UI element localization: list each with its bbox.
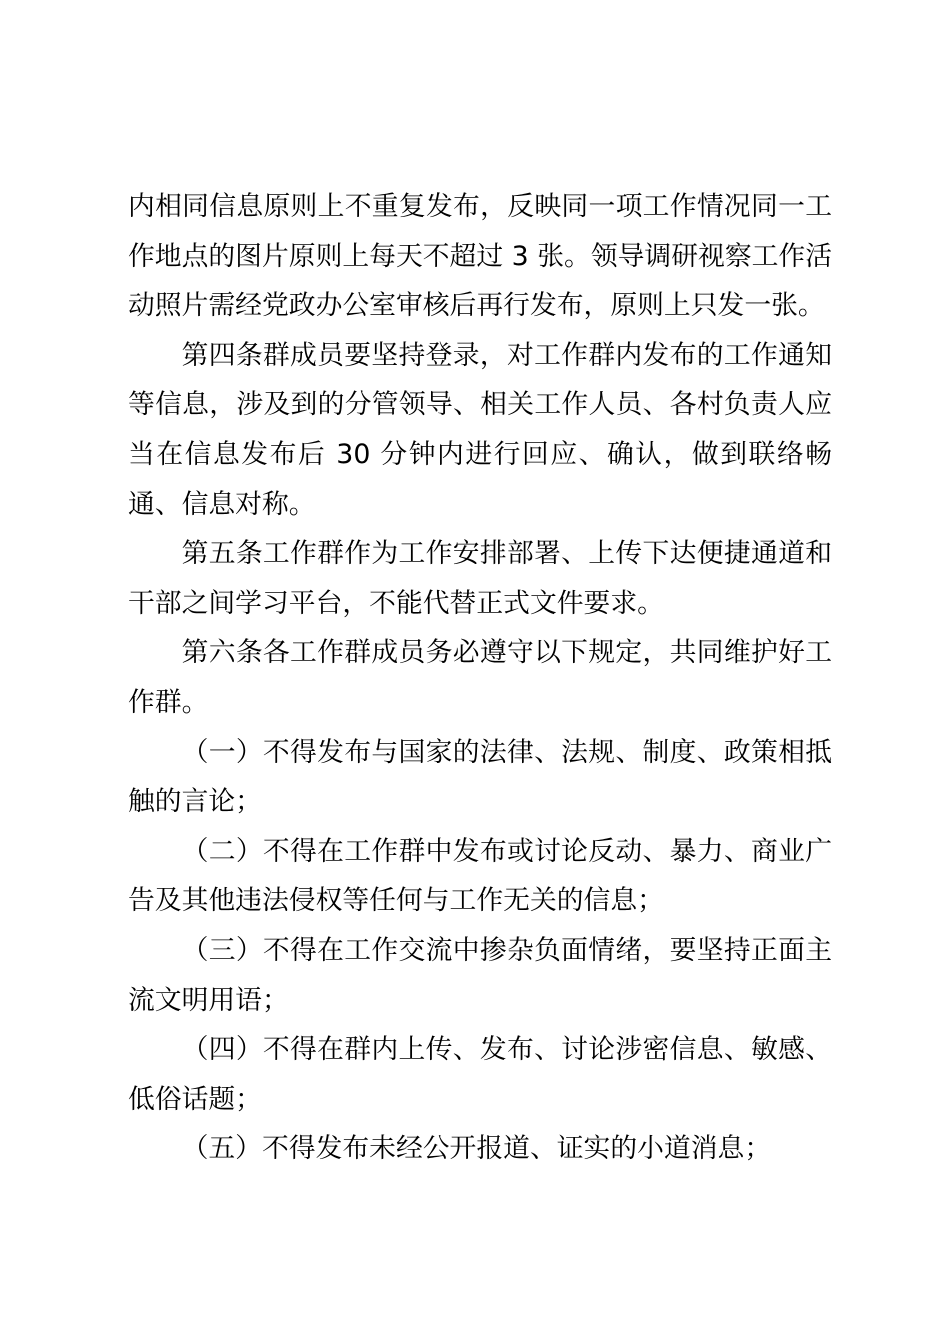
list-item-rule-3: （三）不得在工作交流中掺杂负面情绪，要坚持正面主流文明用语； [128, 934, 832, 1016]
paragraph-article-5: 第五条工作群作为工作安排部署、上传下达便捷通道和干部之间学习平台，不能代替正式文件要求。 [128, 538, 832, 619]
list-item-rule-4: （四）不得在群内上传、发布、讨论涉密信息、敏感、低俗话题； [128, 1034, 832, 1115]
paragraph-article-6: 第六条各工作群成员务必遵守以下规定，共同维护好工作群。 [128, 637, 832, 718]
paragraph-article-4: 第四条群成员要坚持登录，对工作群内发布的工作通知等信息，涉及到的分管领导、相关工作人员、各村负责人应当在信息发布后 30 分钟内进行回应、确认，做到联络畅通、信息对称。 [128, 339, 832, 520]
list-item-rule-5: （五）不得发布未经公开报道、证实的小道消息； [181, 1133, 772, 1165]
paragraph-continuation: 内相同信息原则上不重复发布，反映同一项工作情况同一工作地点的图片原则上每天不超过 3 张。领导调研视察工作活动照片需经党政办公室审核后再行发布，原则上只发一张。 [128, 191, 833, 322]
list-item-rule-1: （一）不得发布与国家的法律、法规、制度、政策相抵触的言论； [128, 736, 832, 818]
document-body [128, 182, 832, 1174]
list-item-rule-2: （二）不得在工作群中发布或讨论反动、暴力、商业广告及其他违法侵权等任何与工作无关的信息； [128, 835, 832, 917]
